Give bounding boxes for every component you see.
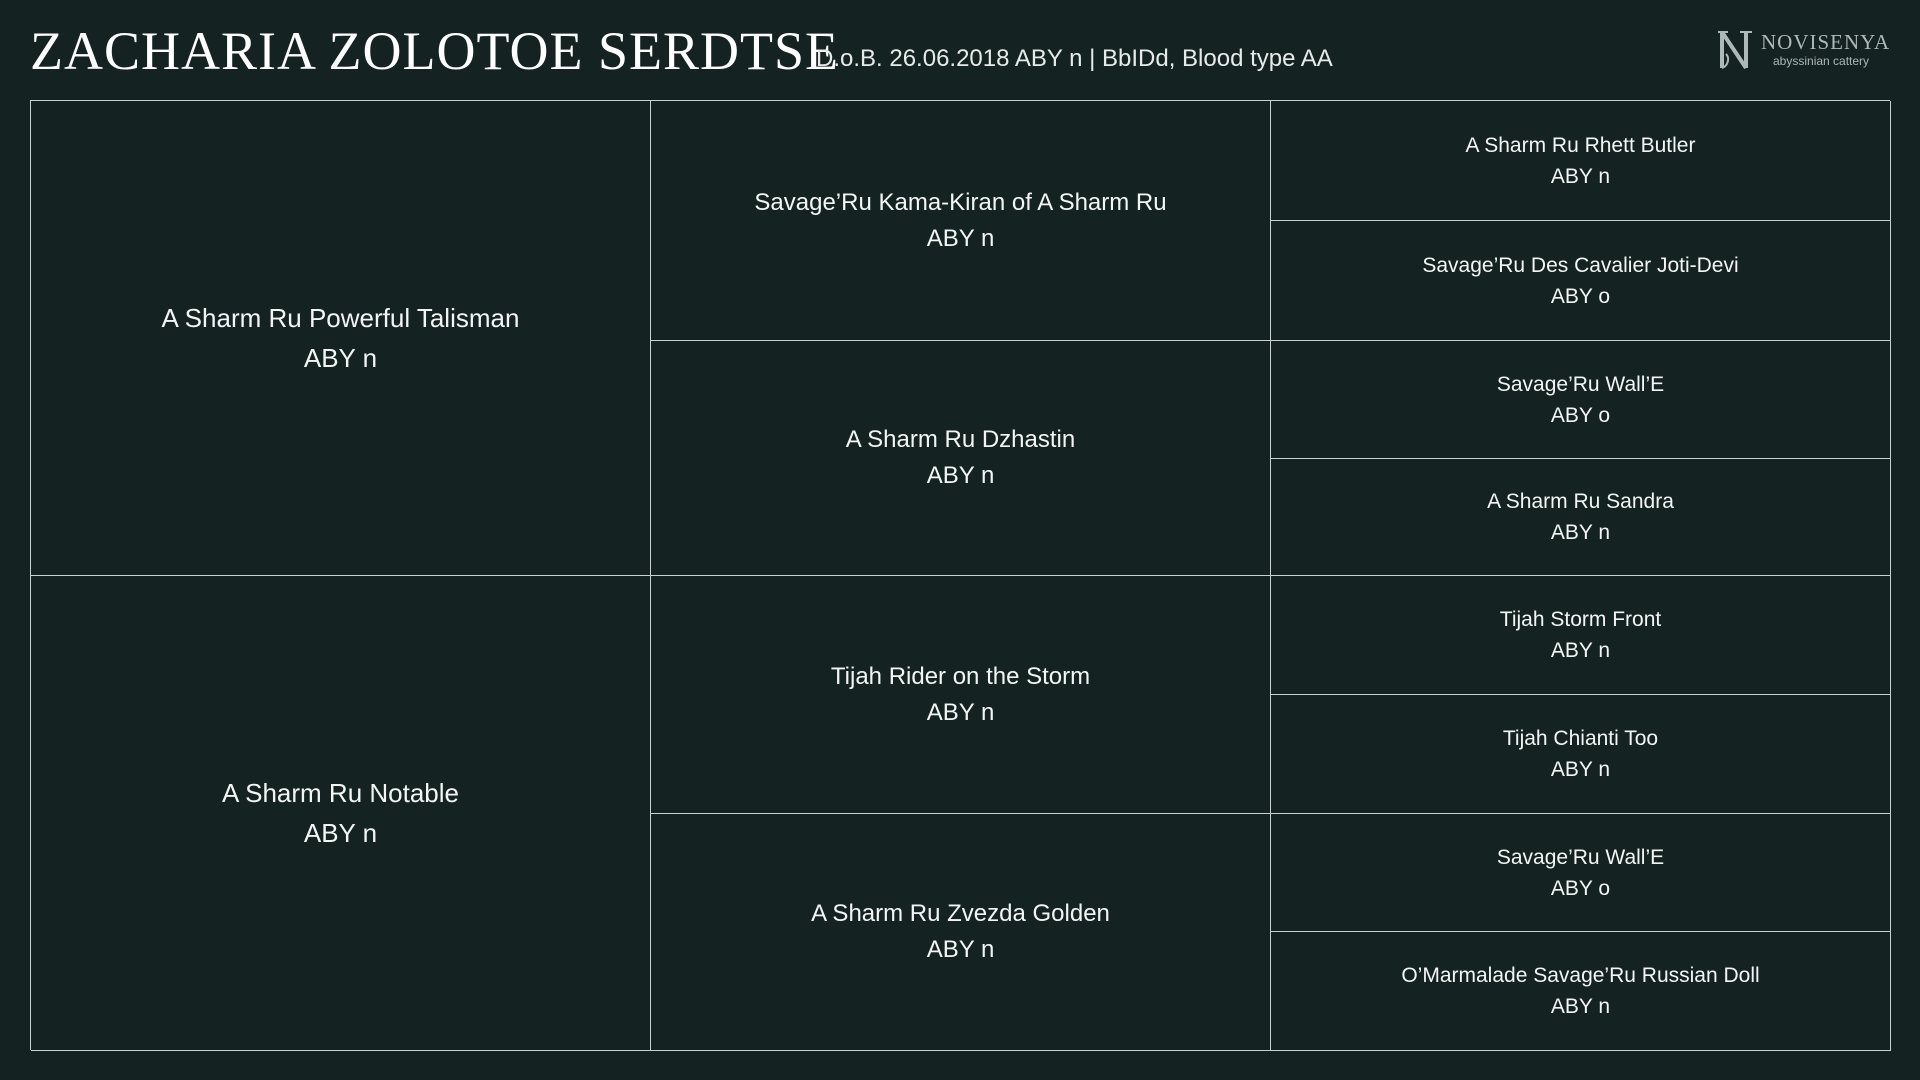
parent-cell bbox=[31, 101, 651, 576]
cattery-logo bbox=[1716, 28, 1896, 72]
great-grandparent-cell bbox=[1271, 932, 1891, 1051]
cat-breed: ABY n bbox=[1550, 521, 1611, 544]
great-grandparent-cell bbox=[1271, 814, 1891, 932]
cat-name: Savage’Ru Kama-Kiran of A Sharm Ru bbox=[754, 188, 1167, 216]
cat-name: A Sharm Ru Sandra bbox=[1487, 490, 1674, 513]
cat-breed: ABY n bbox=[926, 224, 995, 252]
cat-name: Tijah Storm Front bbox=[1499, 608, 1662, 631]
cat-name: A Sharm Ru Rhett Butler bbox=[1465, 133, 1696, 157]
great-grandparent-cell bbox=[1271, 221, 1891, 341]
great-grandparent-cell bbox=[1271, 459, 1891, 576]
grandparent-cell bbox=[651, 814, 1271, 1051]
cat-breed: ABY o bbox=[1550, 876, 1611, 900]
cat-breed: ABY n bbox=[1550, 758, 1611, 781]
cat-details: D.o.B. 26.06.2018 ABY n | BbIDd, Blood type AA bbox=[816, 45, 1333, 72]
great-grandparent-cell bbox=[1271, 101, 1891, 221]
page-title: ZACHARIA ZOLOTOE SERDTSE bbox=[30, 21, 840, 81]
cat-name: Savage’Ru Des Cavalier Joti-Devi bbox=[1422, 253, 1739, 277]
cat-breed: ABY n bbox=[1550, 995, 1611, 1018]
cat-name: A Sharm Ru Zvezda Golden bbox=[811, 900, 1110, 927]
logo-name: NOVISENYA bbox=[1761, 30, 1891, 54]
cat-name: A Sharm Ru Dzhastin bbox=[845, 426, 1076, 453]
cat-breed: ABY n bbox=[1550, 639, 1611, 662]
cat-breed: ABY n bbox=[926, 698, 995, 726]
cat-breed: ABY n bbox=[303, 343, 378, 373]
cat-breed: ABY o bbox=[1550, 403, 1611, 427]
novisenya-logo-icon bbox=[1716, 28, 1754, 72]
grandparent-cell bbox=[651, 576, 1271, 814]
grandparent-cell bbox=[651, 101, 1271, 341]
cat-breed: ABY n bbox=[926, 936, 995, 963]
cat-breed: ABY n bbox=[926, 462, 995, 489]
cat-name: Tijah Rider on the Storm bbox=[830, 662, 1091, 690]
parent-cell bbox=[31, 576, 651, 1051]
cat-breed: ABY o bbox=[1550, 284, 1611, 308]
pedigree-table bbox=[30, 100, 1890, 1050]
cat-name: Savage’Ru Wall’E bbox=[1496, 845, 1665, 869]
cat-breed: ABY n bbox=[1550, 164, 1611, 188]
grandparent-cell bbox=[651, 341, 1271, 576]
cat-name: O’Marmalade Savage’Ru Russian Doll bbox=[1401, 964, 1760, 987]
logo-tagline: abyssinian cattery bbox=[1773, 54, 1870, 68]
cat-breed: ABY n bbox=[303, 818, 378, 848]
great-grandparent-cell bbox=[1271, 576, 1891, 695]
cat-name: Savage’Ru Wall’E bbox=[1496, 372, 1665, 396]
cat-name: Tijah Chianti Too bbox=[1502, 727, 1659, 750]
great-grandparent-cell bbox=[1271, 695, 1891, 814]
cat-name: A Sharm Ru Notable bbox=[221, 778, 459, 808]
great-grandparent-cell bbox=[1271, 341, 1891, 459]
cat-name: A Sharm Ru Powerful Talisman bbox=[161, 303, 520, 333]
